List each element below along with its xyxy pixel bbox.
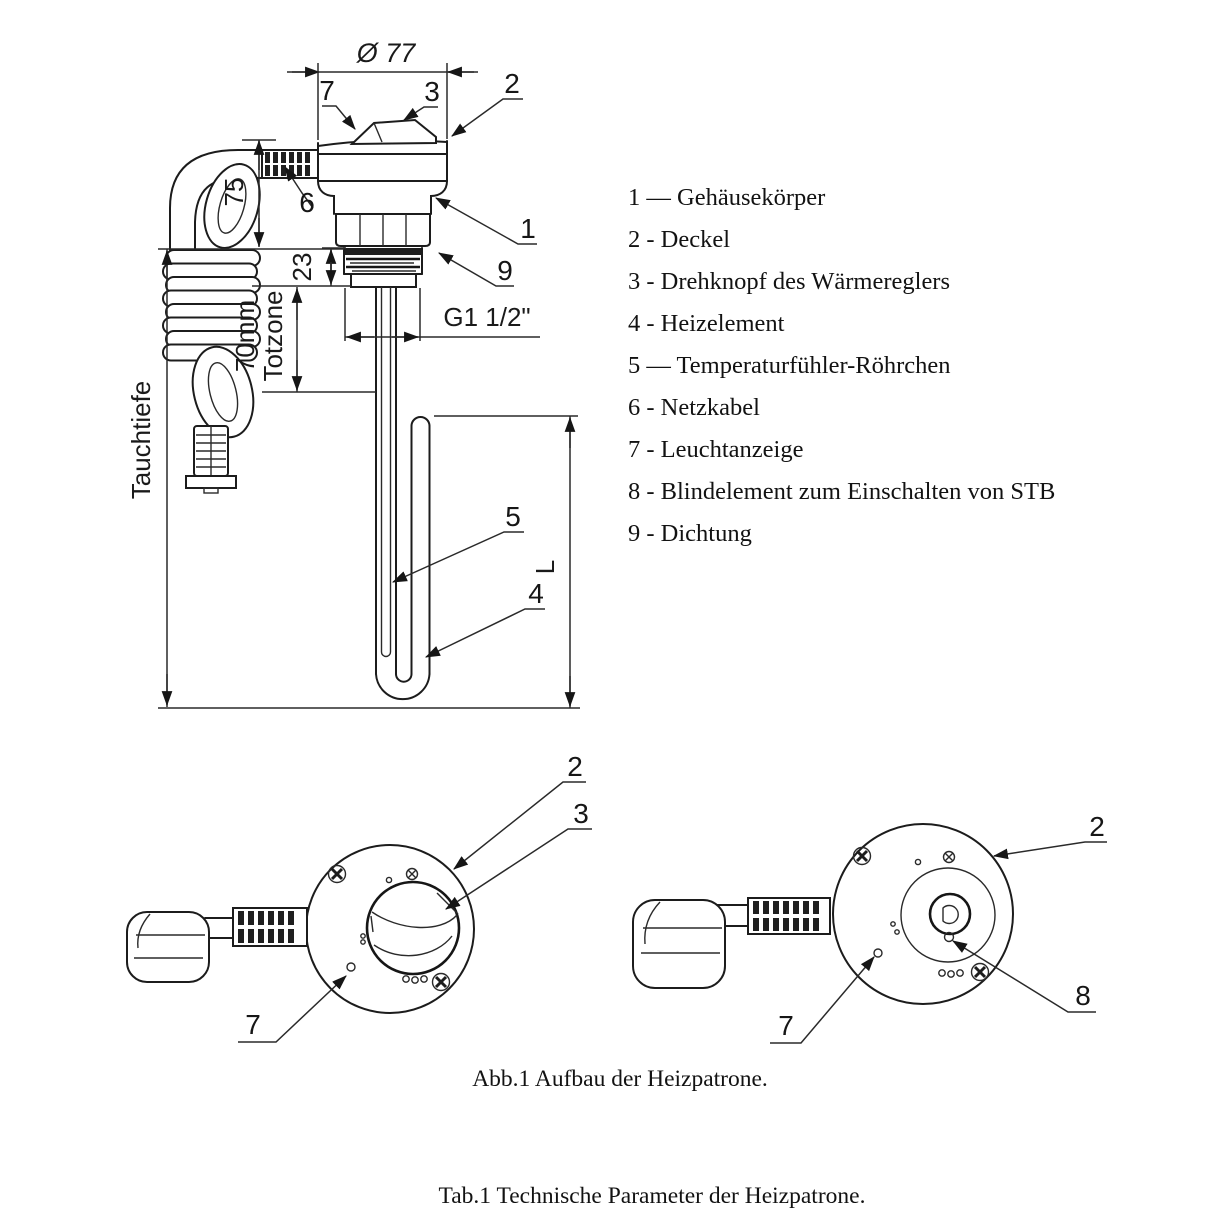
dim-23-label: 23	[287, 252, 317, 282]
legend-item-7: 7 - Leuchtanzeige	[628, 436, 804, 463]
callout-9-main: 9	[497, 255, 513, 286]
knob-circle	[367, 882, 459, 974]
dim-thread-size-label: G1 1/2"	[443, 302, 531, 332]
face-right-cable	[633, 898, 830, 988]
legend-item-8: 8 - Blindelement zum Einschalten von STB	[628, 478, 1056, 505]
legend-item-1: 1 — Gehäusekörper	[628, 184, 826, 211]
legend-item-4: 4 - Heizelement	[628, 310, 785, 337]
legend-item-9: 9 - Dichtung	[628, 520, 752, 547]
callout-4-main: 4	[528, 578, 544, 609]
dim-length-label: L	[530, 559, 560, 575]
face-view-with-knob	[127, 751, 592, 1042]
callout-3-main: 3	[424, 76, 440, 107]
heating-element-tubes	[376, 287, 430, 699]
legend-item-5: 5 — Temperaturfühler-Röhrchen	[628, 352, 951, 379]
face-left-callouts	[238, 751, 592, 1042]
dim-23	[252, 248, 351, 286]
callout-2-left-view: 2	[567, 751, 583, 782]
main-callouts	[285, 68, 545, 657]
dim-75-label: 75	[219, 177, 249, 207]
dim-70mm-label: 70mm	[230, 299, 260, 373]
callout-2-right-view: 2	[1089, 811, 1105, 842]
plug	[186, 426, 236, 493]
face-view-without-knob	[633, 811, 1107, 1043]
callout-7-left-view: 7	[245, 1009, 261, 1040]
gasket-and-thread	[344, 248, 422, 287]
dim-thread-size	[345, 288, 540, 341]
indicator-lamp-right	[874, 949, 882, 957]
legend	[628, 184, 1055, 547]
main-side-view	[126, 38, 580, 708]
callout-8-right-view: 8	[1075, 980, 1091, 1011]
callout-7-main: 7	[319, 75, 335, 106]
dim-totzone-label: Totzone	[258, 290, 288, 382]
legend-item-3: 3 - Drehknopf des Wärmereglers	[628, 268, 951, 295]
legend-item-6: 6 - Netzkabel	[628, 394, 760, 421]
figure-caption: Abb.1 Aufbau der Heizpatrone.	[472, 1066, 768, 1092]
callout-6-main: 6	[299, 187, 315, 218]
housing-head	[318, 120, 447, 246]
callout-2-main: 2	[504, 68, 520, 99]
callout-7-right-view: 7	[778, 1010, 794, 1041]
dim-tauchtiefe-label: Tauchtiefe	[126, 380, 156, 500]
indicator-lamp	[347, 963, 355, 971]
cover-markings-right	[874, 852, 963, 978]
cover-screws-right	[854, 848, 989, 981]
cover-screws	[329, 866, 450, 991]
regulator-spindle	[930, 894, 970, 934]
callout-1-main: 1	[520, 213, 536, 244]
face-left-cable	[127, 908, 307, 982]
legend-item-2: 2 - Deckel	[628, 226, 731, 253]
dim-diameter-label: Ø 77	[356, 38, 416, 68]
callout-3-left-view: 3	[573, 798, 589, 829]
dim-totzone	[230, 287, 376, 392]
knob-recess-circle	[901, 868, 995, 962]
flange	[351, 274, 416, 287]
callout-5-main: 5	[505, 501, 521, 532]
table-caption: Tab.1 Technische Parameter der Heizpatrone.	[438, 1183, 866, 1209]
